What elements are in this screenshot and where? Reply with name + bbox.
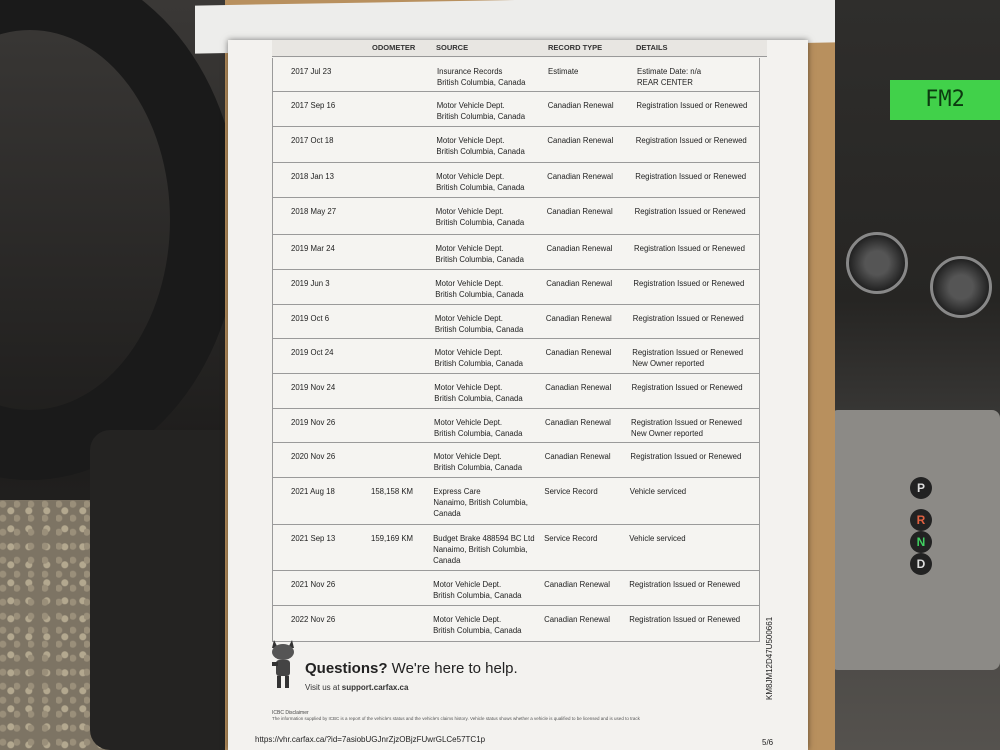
row-date: 2018 Jan 13 [291,172,334,181]
table-row [272,339,760,374]
disclaimer-text: The information supplied by ICBC is a report of the vehicle's status and the vehicle's claims history. Vehicle status shows whether a vehicle is qualified to be licensed and is used to track [272,716,640,721]
row-date: 2017 Sep 16 [291,101,336,110]
row-odometer: 158,158 KM [371,487,414,496]
header-record-type: RECORD TYPE [548,43,603,52]
row-record-type: Estimate [548,67,579,76]
row-date: 2019 Mar 24 [291,244,335,253]
row-source: Express Care [433,487,481,496]
row-date: 2017 Jul 23 [291,67,332,76]
table-row [272,409,760,443]
row-source: Motor Vehicle Dept. [434,383,503,392]
row-date: 2022 Nov 26 [291,615,336,624]
help-label: We're here to help. [387,660,518,677]
row-details-extra: REAR CENTER [637,78,693,87]
row-source-location: British Columbia, Canada [433,626,522,635]
row-date: 2021 Sep 13 [291,534,336,543]
row-source: Motor Vehicle Dept. [436,172,505,181]
row-source: Motor Vehicle Dept. [434,314,503,323]
table-row [272,525,760,571]
row-source-location: British Columbia, Canada [436,112,526,121]
row-date: 2019 Oct 24 [291,348,334,357]
header-odometer: ODOMETER [372,43,416,52]
questions-label: Questions? [305,660,388,677]
row-details: Registration Issued or Renewed [631,418,742,427]
row-source: Motor Vehicle Dept. [434,348,503,357]
row-source-location: British Columbia, Canada [433,463,523,472]
row-source-extra: Canada [433,509,461,518]
row-details: Registration Issued or Renewed [633,279,745,288]
row-source: Motor Vehicle Dept. [433,615,502,624]
row-date: 2018 May 27 [291,207,337,216]
row-record-type: Service Record [544,534,598,543]
row-source-location: British Columbia, Canada [434,394,523,403]
row-record-type: Canadian Renewal [546,207,613,216]
row-record-type: Canadian Renewal [544,452,611,461]
row-details: Registration Issued or Renewed [632,314,744,323]
report-url: https://vhr.carfax.ca/?id=7asiobUGJnrZjzOBjzFUwrGLCe57TC1p [255,735,486,744]
row-source-location: British Columbia, Canada [435,290,524,299]
row-source: Motor Vehicle Dept. [435,279,504,288]
row-source-extra: Canada [433,556,461,565]
row-record-type: Canadian Renewal [547,136,614,145]
row-details: Registration Issued or Renewed [629,580,741,589]
table-row [272,374,760,409]
table-row [272,58,760,92]
table-row [272,235,760,270]
table-row [272,305,760,339]
row-date: 2020 Nov 26 [291,452,336,461]
row-source-location: British Columbia, Canada [434,325,524,334]
radio-display: FM2 [890,80,1000,120]
row-source: Motor Vehicle Dept. [433,580,502,589]
row-date: 2019 Oct 6 [291,314,330,323]
header-source: SOURCE [436,43,469,52]
row-record-type: Canadian Renewal [545,348,612,357]
row-date: 2019 Jun 3 [291,279,330,288]
row-source: Budget Brake 488594 BC Ltd [433,534,535,543]
table-row [272,163,760,198]
row-record-type: Service Record [544,487,598,496]
row-source: Motor Vehicle Dept. [434,418,503,427]
row-source: Motor Vehicle Dept. [436,136,505,145]
row-record-type: Canadian Renewal [547,101,614,110]
row-date: 2019 Nov 26 [291,418,336,427]
row-source-location: Nanaimo, British Columbia, [433,498,528,507]
row-source-location: Nanaimo, British Columbia, [433,545,528,554]
gear-n: N [910,531,932,553]
row-details: Registration Issued or Renewed [634,244,745,253]
row-source-location: British Columbia, Canada [434,359,524,368]
climate-knob-left [846,232,908,294]
table-row [272,270,760,305]
row-source-location: British Columbia, Canada [437,78,526,87]
support-link[interactable]: support.carfax.ca [341,683,409,692]
row-source: Motor Vehicle Dept. [433,452,502,461]
row-record-type: Canadian Renewal [546,244,613,253]
row-source-location: British Columbia, Canada [433,591,522,600]
gear-p: P [910,477,932,499]
disclaimer-heading: ICBC Disclaimer [272,710,309,716]
row-details-extra: New Owner reported [631,429,703,438]
row-date: 2017 Oct 18 [291,136,334,145]
row-source: Motor Vehicle Dept. [435,207,504,216]
row-record-type: Canadian Renewal [545,383,612,392]
vin-number: KM8JM12D47U500661 [765,616,774,700]
table-header [272,40,767,57]
row-details: Registration Issued or Renewed [629,615,741,624]
visit-line [305,683,408,692]
row-details: Vehicle serviced [629,487,687,496]
gear-d: D [910,553,932,575]
row-details: Registration Issued or Renewed [635,136,747,145]
row-details: Registration Issued or Renewed [635,172,747,181]
table-row [272,571,760,606]
table-row [272,443,760,478]
table-row [272,92,760,127]
row-date: 2021 Aug 18 [291,487,335,496]
row-date: 2019 Nov 24 [291,383,336,392]
gear-r: R [910,509,932,531]
row-source: Insurance Records [437,67,503,76]
header-details: DETAILS [636,43,668,52]
row-details: Registration Issued or Renewed [632,348,744,357]
row-source-location: British Columbia, Canada [435,218,525,227]
row-details: Registration Issued or Renewed [636,101,748,110]
table-row [272,478,760,525]
row-source-location: British Columbia, Canada [434,429,523,438]
carfox-mascot-icon [268,638,298,690]
row-record-type: Canadian Renewal [546,279,613,288]
questions-heading [305,660,518,677]
climate-knob-right [930,256,992,318]
row-record-type: Canadian Renewal [544,580,610,589]
row-source-location: British Columbia, Canada [436,183,525,192]
row-details: Estimate Date: n/a [637,67,702,76]
row-details: Registration Issued or Renewed [630,452,742,461]
row-source-location: British Columbia, Canada [435,255,524,264]
row-odometer: 159,169 KM [371,534,414,543]
row-source: Motor Vehicle Dept. [436,101,505,110]
row-details: Vehicle serviced [629,534,686,543]
table-row [272,127,760,163]
row-record-type: Canadian Renewal [547,172,613,181]
row-source-location: British Columbia, Canada [436,147,525,156]
row-details: Registration Issued or Renewed [631,383,743,392]
visit-prefix: Visit us at [305,683,342,692]
table-row [272,198,760,235]
row-source: Motor Vehicle Dept. [435,244,504,253]
table-row [272,606,760,642]
page-number: 5/6 [762,738,774,747]
row-record-type: Canadian Renewal [545,418,611,427]
row-record-type: Canadian Renewal [545,314,612,323]
row-details: Registration Issued or Renewed [634,207,746,216]
row-record-type: Canadian Renewal [544,615,610,624]
row-details-extra: New Owner reported [632,359,705,368]
row-date: 2021 Nov 26 [291,580,336,589]
